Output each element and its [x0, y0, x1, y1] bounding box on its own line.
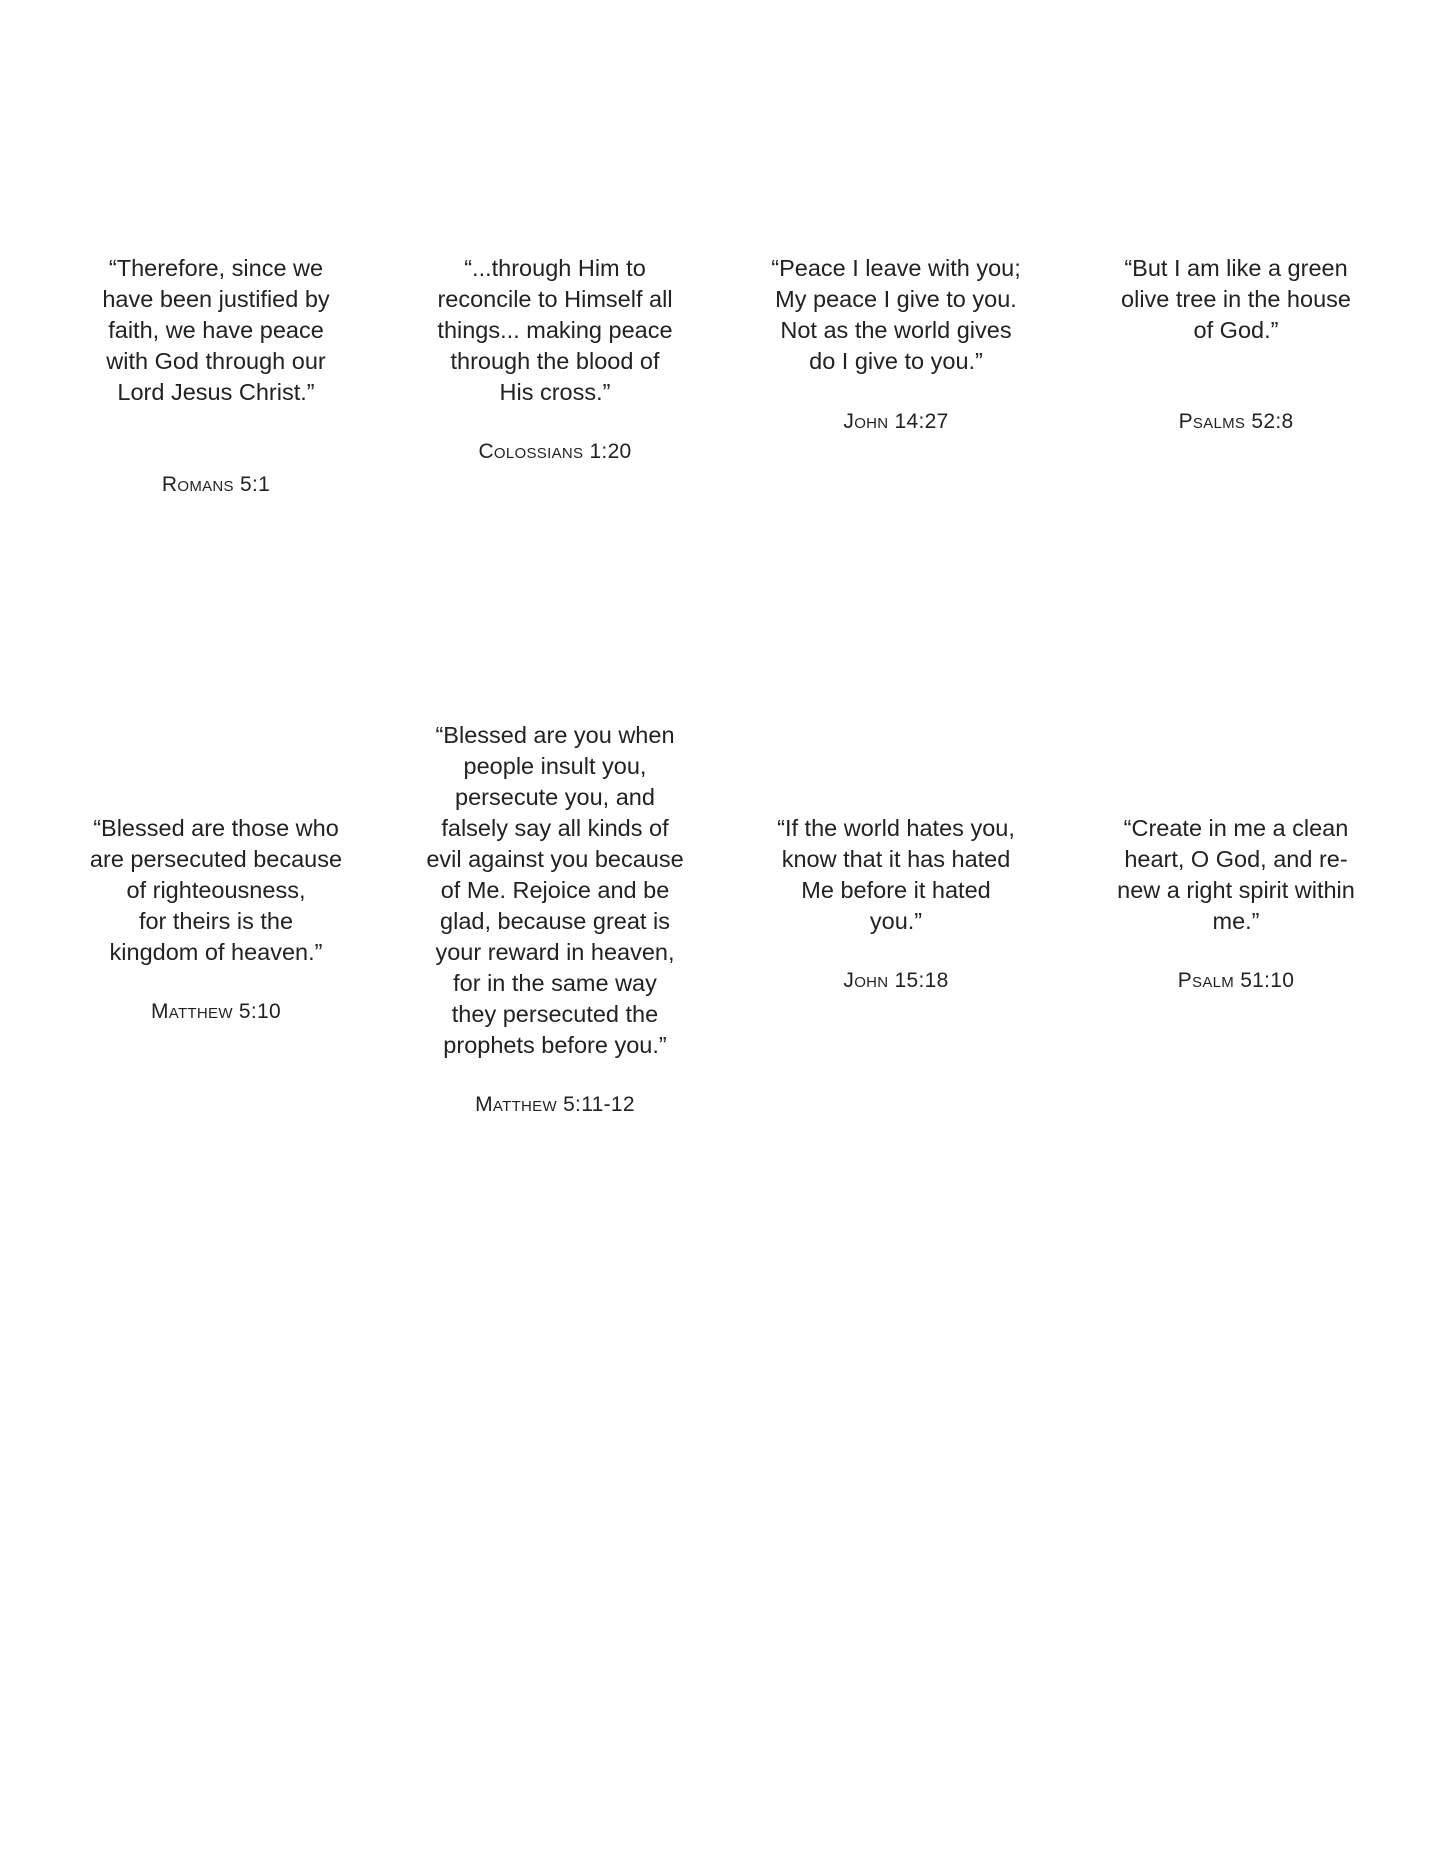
verse-card-colossians: [405, 253, 705, 465]
verse-reference: Romans 5:1: [161, 473, 271, 496]
verse-quote: “Peace I leave with you; My peace I give to you. Not as the world gives do I give to you.”: [771, 255, 1021, 374]
verse-card-john-14: [746, 253, 1046, 435]
verse-reference: Matthew 5:11-12: [475, 1093, 635, 1116]
verse-quote: “Blessed are those who are persecuted because of righteousness, for theirs is the kingdom of heaven.”: [89, 815, 343, 965]
verse-quote: “...through Him to reconcile to Himself all things... making peace through the blood of His cross.”: [437, 255, 673, 405]
verse-card-matthew-5-10: [66, 813, 366, 1025]
verse-card-romans: [66, 253, 366, 498]
verse-card-psalm-51: [1086, 813, 1386, 994]
verse-reference: John 14:27: [843, 410, 949, 433]
verse-quote: “Create in me a clean heart, O God, and re- new a right spirit within me.”: [1117, 815, 1355, 934]
verse-reference: Matthew 5:10: [150, 1000, 281, 1023]
verse-reference: Colossians 1:20: [478, 440, 632, 463]
verse-reference: Psalm 51:10: [1177, 969, 1295, 992]
verse-quote: “But I am like a green olive tree in the house of God.”: [1121, 255, 1351, 343]
verse-reference: Psalms 52:8: [1178, 410, 1294, 433]
verse-quote: “Therefore, since we have been justified by faith, we have peace with God through our Lord Jesus Christ.”: [102, 255, 330, 405]
verse-card-john-15: [746, 813, 1046, 994]
verse-card-psalms-52: [1086, 253, 1386, 435]
verse-quote: “If the world hates you, know that it has hated Me before it hated you.”: [777, 815, 1015, 934]
verse-quote: “Blessed are you when people insult you, persecute you, and falsely say all kinds of evil against you because of Me. Rejoice and be glad, because great is your reward in heaven, for in the same way they persecuted the prophets before you.”: [426, 722, 684, 1058]
verse-reference: John 15:18: [843, 969, 949, 992]
verse-card-matthew-5-11: [405, 720, 705, 1118]
